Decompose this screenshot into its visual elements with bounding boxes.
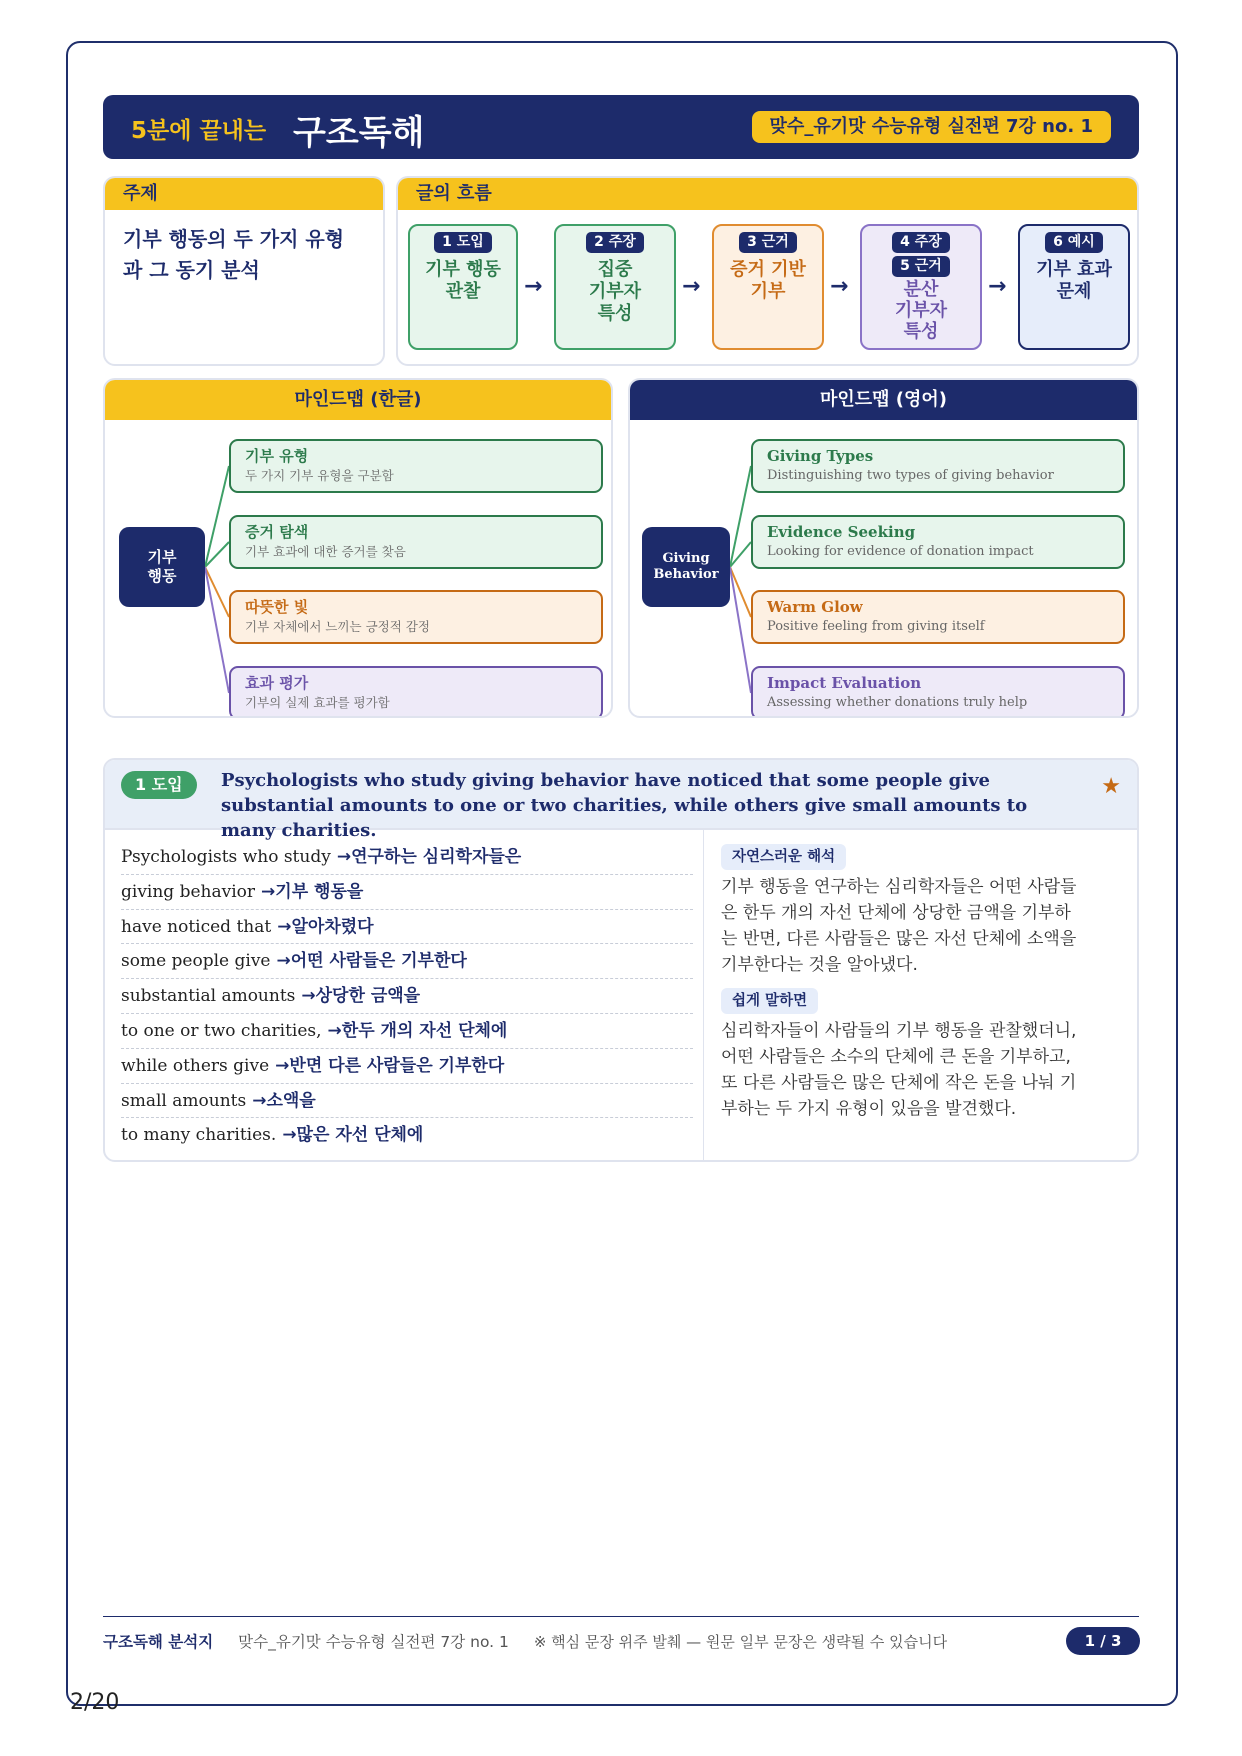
connector-line	[205, 466, 229, 567]
easy-explanation	[721, 1018, 1121, 1122]
chunk-korean: →상당한 금액을	[301, 986, 421, 1007]
chunk-english: some people give	[121, 951, 271, 972]
chunk-row	[121, 1014, 693, 1049]
natural-label: 자연스러운 해석	[721, 844, 846, 870]
connector-line	[730, 567, 751, 693]
footer-series: 맞수_유기맛 수능유형 실전편 7강 no. 1	[238, 1633, 509, 1651]
branch-subtitle: 두 가지 기부 유형을 구분함	[245, 468, 394, 483]
chunk-row	[121, 944, 693, 979]
step-label: 문제	[1056, 281, 1092, 302]
center-label: 기부	[147, 548, 177, 566]
branch-title: Warm Glow	[767, 598, 863, 616]
mindmap-english-heading: 마인드맵 (영어)	[630, 380, 1137, 420]
chunk-english: while others give	[121, 1055, 270, 1076]
mindmap-korean	[103, 378, 613, 718]
topic-heading: 주제	[105, 178, 383, 210]
footer-note: ※ 핵심 문장 위주 발췌 — 원문 일부 문장은 생략될 수 있습니다	[533, 1633, 948, 1651]
translation-line: 은 한두 개의 자선 단체에 상당한 금액을 기부하	[721, 903, 1071, 923]
chunk-korean: →많은 자선 단체에	[282, 1125, 424, 1146]
chunk-english: giving behavior	[121, 881, 256, 902]
easy-label: 쉽게 말하면	[721, 988, 818, 1014]
step-label: 기부 행동	[425, 259, 501, 280]
footer	[103, 1630, 947, 1652]
flow-step-2	[554, 224, 676, 350]
chunk-english: to many charities.	[121, 1125, 277, 1146]
sentence-header	[105, 760, 1137, 841]
chunk-korean: →반면 다른 사람들은 기부한다	[275, 1055, 505, 1076]
chunk-korean: →기부 행동을	[261, 881, 364, 902]
mindmap-branch	[229, 666, 603, 718]
chunk-row	[121, 875, 693, 910]
mindmap-branch	[229, 590, 603, 644]
explanation-line: 심리학자들이 사람들의 기부 행동을 관찰했더니,	[721, 1021, 1077, 1041]
step-label: 분산	[903, 279, 939, 300]
center-label: Behavior	[653, 567, 719, 582]
mindmap-branch	[751, 590, 1125, 644]
topic-line: 과 그 동기 분석	[123, 258, 260, 282]
chunk-english: Psychologists who study	[121, 847, 331, 867]
step-tag: 2 주장	[586, 232, 644, 253]
mindmap-branch	[751, 666, 1125, 718]
branch-subtitle: Distinguishing two types of giving behavior	[767, 468, 1054, 483]
mindmap-korean-heading: 마인드맵 (한글)	[105, 380, 611, 420]
flow-step-3	[712, 224, 824, 350]
branch-title: Giving Types	[767, 447, 874, 465]
step-tag: 3 근거	[739, 232, 797, 253]
star-icon: ★	[1101, 774, 1121, 799]
branch-title: Evidence Seeking	[767, 523, 916, 541]
step-tag: 5 근거	[892, 256, 950, 277]
step-label: 집중	[597, 259, 633, 280]
footer-divider	[103, 1616, 1139, 1617]
step-label: 특성	[597, 303, 633, 324]
document-page-counter: 2/20	[70, 1690, 120, 1715]
mindmap-branch	[229, 515, 603, 569]
center-label: 행동	[147, 567, 177, 585]
flow-step-1	[408, 224, 518, 350]
mindmap-branch	[229, 439, 603, 493]
key-sentence: Psychologists who study giving behavior have noticed that some people give substantial amounts to one or two charities, while others give small amounts to many charities.	[221, 770, 1028, 841]
sentence-section	[103, 758, 1139, 1162]
step-tag: 6 예시	[1045, 232, 1103, 253]
page-indicator: 1 / 3	[1066, 1627, 1140, 1655]
column-divider	[703, 828, 704, 1162]
flow-arrow: →	[682, 274, 701, 299]
step-label: 기부자	[588, 281, 642, 302]
section-tag: 1 도입	[121, 771, 197, 799]
flow-arrow: →	[524, 274, 543, 299]
header-badge: 맞수_유기맛 수능유형 실전편 7강 no. 1	[752, 111, 1111, 143]
step-label: 기부 효과	[1036, 259, 1112, 280]
center-label: Giving	[662, 551, 710, 566]
mindmap-center	[642, 527, 730, 607]
header-series: 5분에 끝내는	[131, 118, 267, 144]
footer-brand: 구조독해 분석지	[103, 1633, 214, 1651]
branch-subtitle: Assessing whether donations truly help	[767, 695, 1028, 710]
step-tag: 4 주장	[892, 232, 950, 253]
chunk-korean: →연구하는 심리학자들은	[336, 847, 522, 867]
topic-line: 기부 행동의 두 가지 유형	[123, 227, 345, 251]
header-title: 구조독해	[293, 113, 425, 153]
branch-title: 따뜻한 빛	[245, 598, 309, 616]
chunk-korean: →알아차렸다	[277, 916, 374, 937]
topic-text	[105, 210, 383, 300]
step-label: 기부자	[894, 300, 948, 321]
natural-translation	[721, 874, 1121, 978]
connector-line	[205, 567, 229, 617]
translation-line: 는 반면, 다른 사람들은 많은 자선 단체에 소액을	[721, 929, 1077, 949]
translation-line: 기부한다는 것을 알아냈다.	[721, 955, 918, 975]
branch-subtitle: 기부 자체에서 느끼는 긍정적 감정	[245, 619, 430, 634]
chunk-row	[121, 979, 693, 1014]
chunk-row	[121, 1084, 693, 1119]
connector-line	[205, 567, 229, 693]
chunk-list	[121, 840, 693, 1153]
explanation-line: 부하는 두 가지 유형이 있음을 발견했다.	[721, 1099, 1017, 1119]
flow-step-5	[1018, 224, 1130, 350]
chunk-korean: →소액을	[252, 1090, 316, 1111]
mindmap-branch	[751, 439, 1125, 493]
branch-subtitle: Looking for evidence of donation impact	[767, 544, 1034, 559]
step-label: 특성	[903, 321, 939, 342]
chunk-english: to one or two charities,	[121, 1020, 322, 1041]
mindmap-branch	[751, 515, 1125, 569]
translation-line: 기부 행동을 연구하는 심리학자들은 어떤 사람들	[721, 877, 1077, 897]
connector-line	[730, 466, 751, 567]
flow-step-4	[860, 224, 982, 350]
chunk-english: small amounts	[121, 1090, 247, 1111]
mindmap-english	[628, 378, 1139, 718]
flow-arrow: →	[988, 274, 1007, 299]
mindmap-center	[119, 527, 205, 607]
chunk-row	[121, 1118, 693, 1153]
flow-arrow: →	[830, 274, 849, 299]
interpretation-panel	[721, 844, 1121, 1132]
branch-title: Impact Evaluation	[767, 674, 922, 692]
header-bar	[103, 95, 1139, 159]
chunk-english: substantial amounts	[121, 986, 296, 1007]
branch-title: 효과 평가	[245, 674, 309, 692]
chunk-row	[121, 1049, 693, 1084]
chunk-row	[121, 910, 693, 945]
chunk-row	[121, 840, 693, 875]
branch-subtitle: 기부 효과에 대한 증거를 찾음	[245, 544, 406, 559]
chunk-korean: →어떤 사람들은 기부한다	[276, 951, 467, 972]
step-label: 기부	[750, 281, 786, 302]
branch-title: 증거 탐색	[245, 523, 309, 541]
chunk-korean: →한두 개의 자선 단체에	[327, 1020, 508, 1041]
step-label: 증거 기반	[730, 259, 806, 280]
flow-card	[396, 176, 1139, 366]
step-tag: 1 도입	[434, 232, 492, 253]
explanation-line: 어떤 사람들은 소수의 단체에 큰 돈을 기부하고,	[721, 1047, 1071, 1067]
branch-subtitle: 기부의 실제 효과를 평가함	[245, 695, 390, 710]
branch-subtitle: Positive feeling from giving itself	[767, 619, 985, 634]
branch-title: 기부 유형	[245, 447, 309, 465]
chunk-english: have noticed that	[121, 916, 272, 937]
flow-heading: 글의 흐름	[398, 178, 1137, 210]
explanation-line: 또 다른 사람들은 많은 단체에 작은 돈을 나눠 기	[721, 1073, 1077, 1093]
topic-card	[103, 176, 385, 366]
connector-line	[730, 567, 751, 617]
step-label: 관찰	[445, 281, 481, 302]
